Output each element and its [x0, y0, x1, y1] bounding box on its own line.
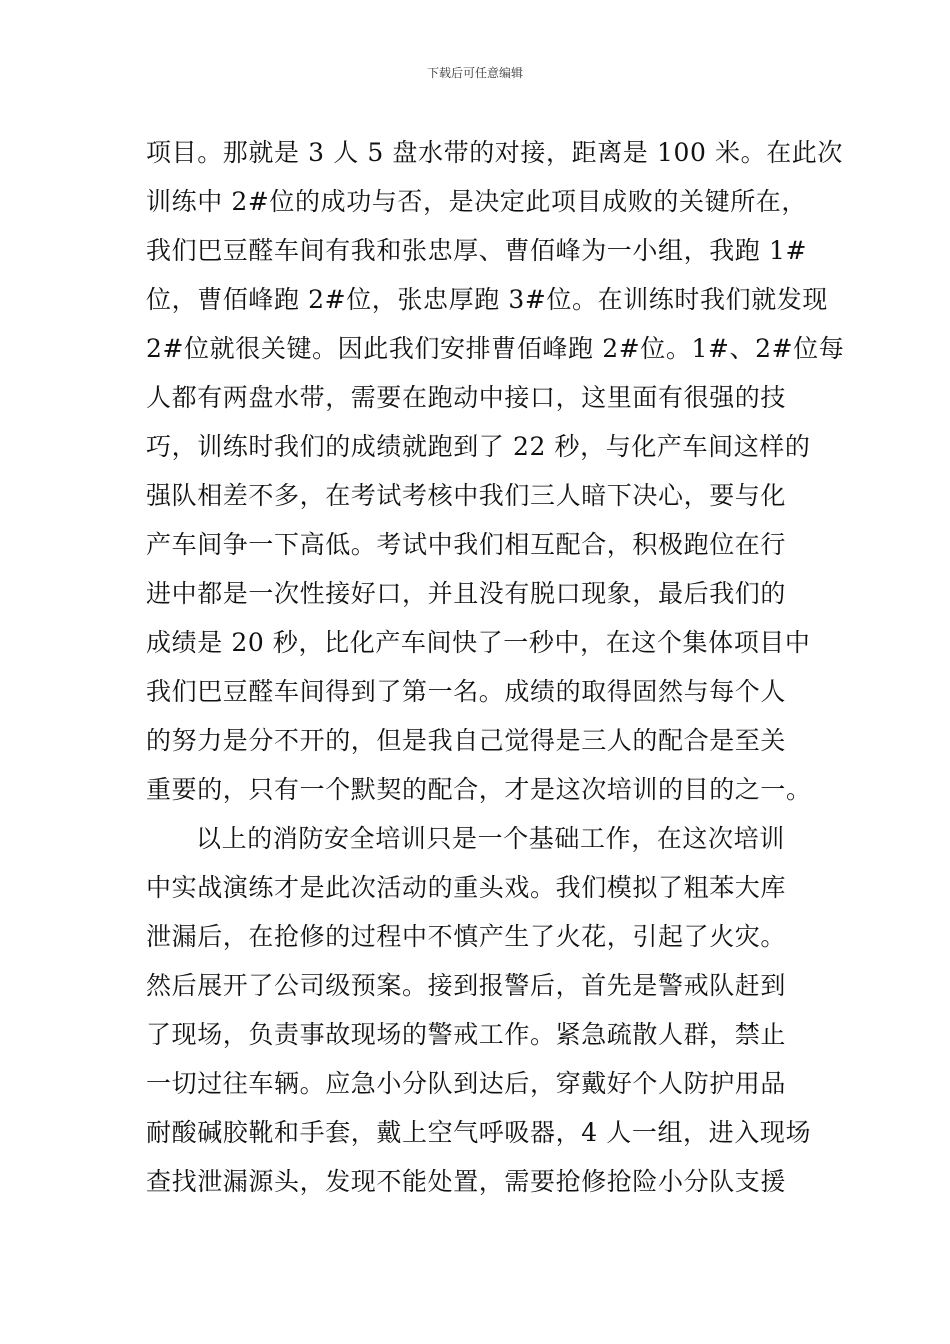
text-line: 成绩是 20 秒，比化产车间快了一秒中，在这个集体项目中 [146, 628, 811, 657]
text-line: 位，曹佰峰跑 2#位，张忠厚跑 3#位。在训练时我们就发现 [146, 285, 829, 314]
page-header: 下载后可任意编辑 [426, 66, 523, 80]
text-line: 项目。那就是 3 人 5 盘水带的对接，距离是 100 米。在此次 [146, 138, 844, 167]
text-line: 进中都是一次性接好口，并且没有脱口现象，最后我们的 [146, 579, 787, 608]
text-line: 巧，训练时我们的成绩就跑到了 22 秒，与化产车间这样的 [146, 432, 811, 461]
text-line: 查找泄漏源头，发现不能处置，需要抢修抢险小分队支援 [146, 1167, 787, 1196]
text-line: 我们巴豆醛车间得到了第一名。成绩的取得固然与每个人 [146, 677, 787, 706]
text-line: 了现场，负责事故现场的警戒工作。紧急疏散人群，禁止 [146, 1020, 787, 1049]
text-line: 我们巴豆醛车间有我和张忠厚、曹佰峰为一小组，我跑 1# [146, 236, 808, 265]
text-line: 人都有两盘水带，需要在跑动中接口，这里面有很强的技 [146, 383, 787, 412]
text-line: 2#位就很关键。因此我们安排曹佰峰跑 2#位。1#、2#位每 [146, 334, 845, 363]
text-line: 然后展开了公司级预案。接到报警后，首先是警戒队赶到 [146, 971, 787, 1000]
text-line: 一切过往车辆。应急小分队到达后，穿戴好个人防护用品 [146, 1069, 787, 1098]
text-line: 产车间争一下高低。考试中我们相互配合，积极跑位在行 [146, 530, 787, 559]
text-line: 耐酸碱胶靴和手套，戴上空气呼吸器，4 人一组，进入现场 [146, 1118, 812, 1147]
text-line: 泄漏后，在抢修的过程中不慎产生了火花，引起了火灾。 [146, 922, 787, 951]
body-text [146, 128, 845, 1206]
text-line: 中实战演练才是此次活动的重头戏。我们模拟了粗苯大库 [146, 873, 787, 902]
text-line: 重要的，只有一个默契的配合，才是这次培训的目的之一。 [146, 775, 812, 804]
text-line: 训练中 2#位的成功与否，是决定此项目成败的关键所在， [146, 187, 808, 216]
text-line: 强队相差不多，在考试考核中我们三人暗下决心，要与化 [146, 481, 787, 510]
text-line: 的努力是分不开的，但是我自己觉得是三人的配合是至关 [146, 726, 787, 755]
paragraph-first-line: 以上的消防安全培训只是一个基础工作，在这次培训 [196, 824, 785, 853]
